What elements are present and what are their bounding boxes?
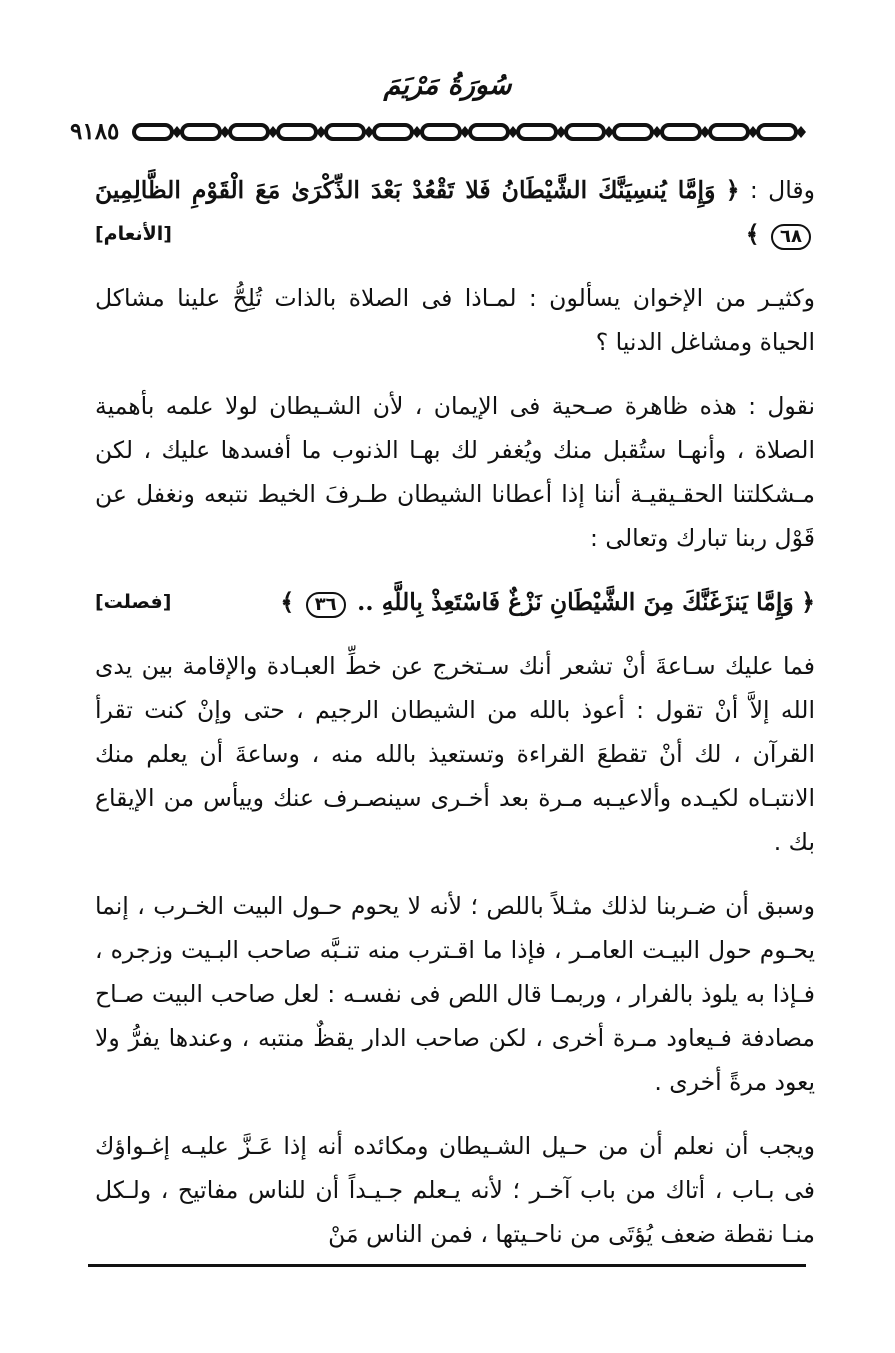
paragraph-quote-fussilat xyxy=(95,580,815,624)
footer-rule xyxy=(88,1264,806,1267)
page-number: ٩١٨٥ xyxy=(70,118,120,145)
chain-link xyxy=(326,125,364,139)
quran-close-bracket: ﴾ xyxy=(280,588,295,616)
quran-close-bracket: ﴾ xyxy=(745,220,760,248)
paragraph-body: فما عليك سـاعةَ أنْ تشعر أنك سـتخرج عن خطِّ العبـادة والإقامة بين يدى الله إلاَّ أنْ تقول : أعوذ بالله من الشيطان الرجيم ، حتى وإنْ كنت تقرأ القرآن ، لك أنْ تقطعَ القراءة وتستعيذ بالله منه ، وساعةَ أن يعلم منك الانتبـاه لكيـده وألاعيـبه مـرة بعد أخـرى سينصـرف عنك وييأس من الإيقاع بك . xyxy=(95,652,815,856)
ayah-number-badge: ٦٨ xyxy=(771,224,811,250)
surah-title: سُورَةُ مَرْيَمَ xyxy=(383,70,512,101)
chain-link xyxy=(422,125,460,139)
chain-link xyxy=(566,125,604,139)
chain-link xyxy=(662,125,700,139)
surah-source-label: [فصلت] xyxy=(95,591,172,613)
paragraph-quote-anam xyxy=(95,168,815,256)
chain-link xyxy=(710,125,748,139)
paragraph-body: نقول : هذه ظاهرة صـحية فى الإيمان ، لأن الشـيطان لولا علمه بأهمية الصلاة ، وأنهـا ستُقبل منك ويُغفر لك بهـا الذنوب ما أفسدها عليك ، لكن مـشكلتنا الحقـيقيـة أننا إذا أعطانا الشيطان طـرفَ الخيط نتبعه ونغفل عن قَوْل ربنا تبارك وتعالى : xyxy=(95,392,815,552)
quran-verse-text: وَإِمَّا يُنسِيَنَّكَ الشَّيْطَانُ فَلا تَقْعُدْ بَعْدَ الذِّكْرَىٰ مَعَ الْقَوْمِ الظَّالِمِينَ xyxy=(95,176,716,204)
paragraph-lead: وقال : xyxy=(749,176,815,204)
paragraph-body: ويجب أن نعلم أن من حـيل الشـيطان ومكائده أنه إذا عَـزَّ عليـه إغـواؤك فى بـاب ، أتاك من باب آخـر ؛ لأنه يـعلم جـيـداً أن للناس مفاتيح ، ولـكل منـا نقطة ضعف يُؤتَى من ناحـيتها ، فمن الناس مَنْ xyxy=(95,1132,815,1248)
quran-open-bracket: ﴿ xyxy=(725,176,740,204)
paragraph-body: وكثيـر من الإخوان يسألون : لمـاذا فى الصلاة بالذات تُلِحُّ علينا مشاكل الحياة ومشاغل الدنيا ؟ xyxy=(95,284,815,356)
quran-verse-text: وَإِمَّا يَنزَغَنَّكَ مِنَ الشَّيْطَانِ نَزْغٌ فَاسْتَعِذْ بِاللَّهِ .. xyxy=(357,588,794,616)
page-body xyxy=(95,168,815,1276)
chain-link xyxy=(182,125,220,139)
header-ornament-row xyxy=(70,112,830,152)
surah-source-label: [الأنعام] xyxy=(95,223,172,245)
chain-link xyxy=(278,125,316,139)
chain-link xyxy=(134,125,172,139)
chain-link xyxy=(614,125,652,139)
chain-ornament-border xyxy=(130,112,830,152)
chain-diamond xyxy=(796,126,806,138)
paragraph-body: وسبق أن ضـربنا لذلك مثـلاً باللص ؛ لأنه لا يحوم حـول البيت الخـرب ، إنما يحـوم حول البيـت العامـر ، فإذا ما اقـترب منه تنـبَّه صاحب البـيت وزجره ، فـإذا به يلوذ بالفرار ، وربمـا قال اللص فى نفسـه : لعل صاحب البيت صـاح مصادفة فـيعاود مـرة أخرى ، لكن صاحب الدار يقظٌ منتبه ، وعندها يفرُّ ولا يعود مرةً أخرى . xyxy=(95,892,815,1096)
ayah-number-badge: ٣٦ xyxy=(306,592,346,618)
chain-link xyxy=(518,125,556,139)
quran-open-bracket: ﴿ xyxy=(801,588,815,616)
chain-link xyxy=(758,125,796,139)
chain-link xyxy=(374,125,412,139)
chain-link xyxy=(230,125,268,139)
chain-link xyxy=(470,125,508,139)
